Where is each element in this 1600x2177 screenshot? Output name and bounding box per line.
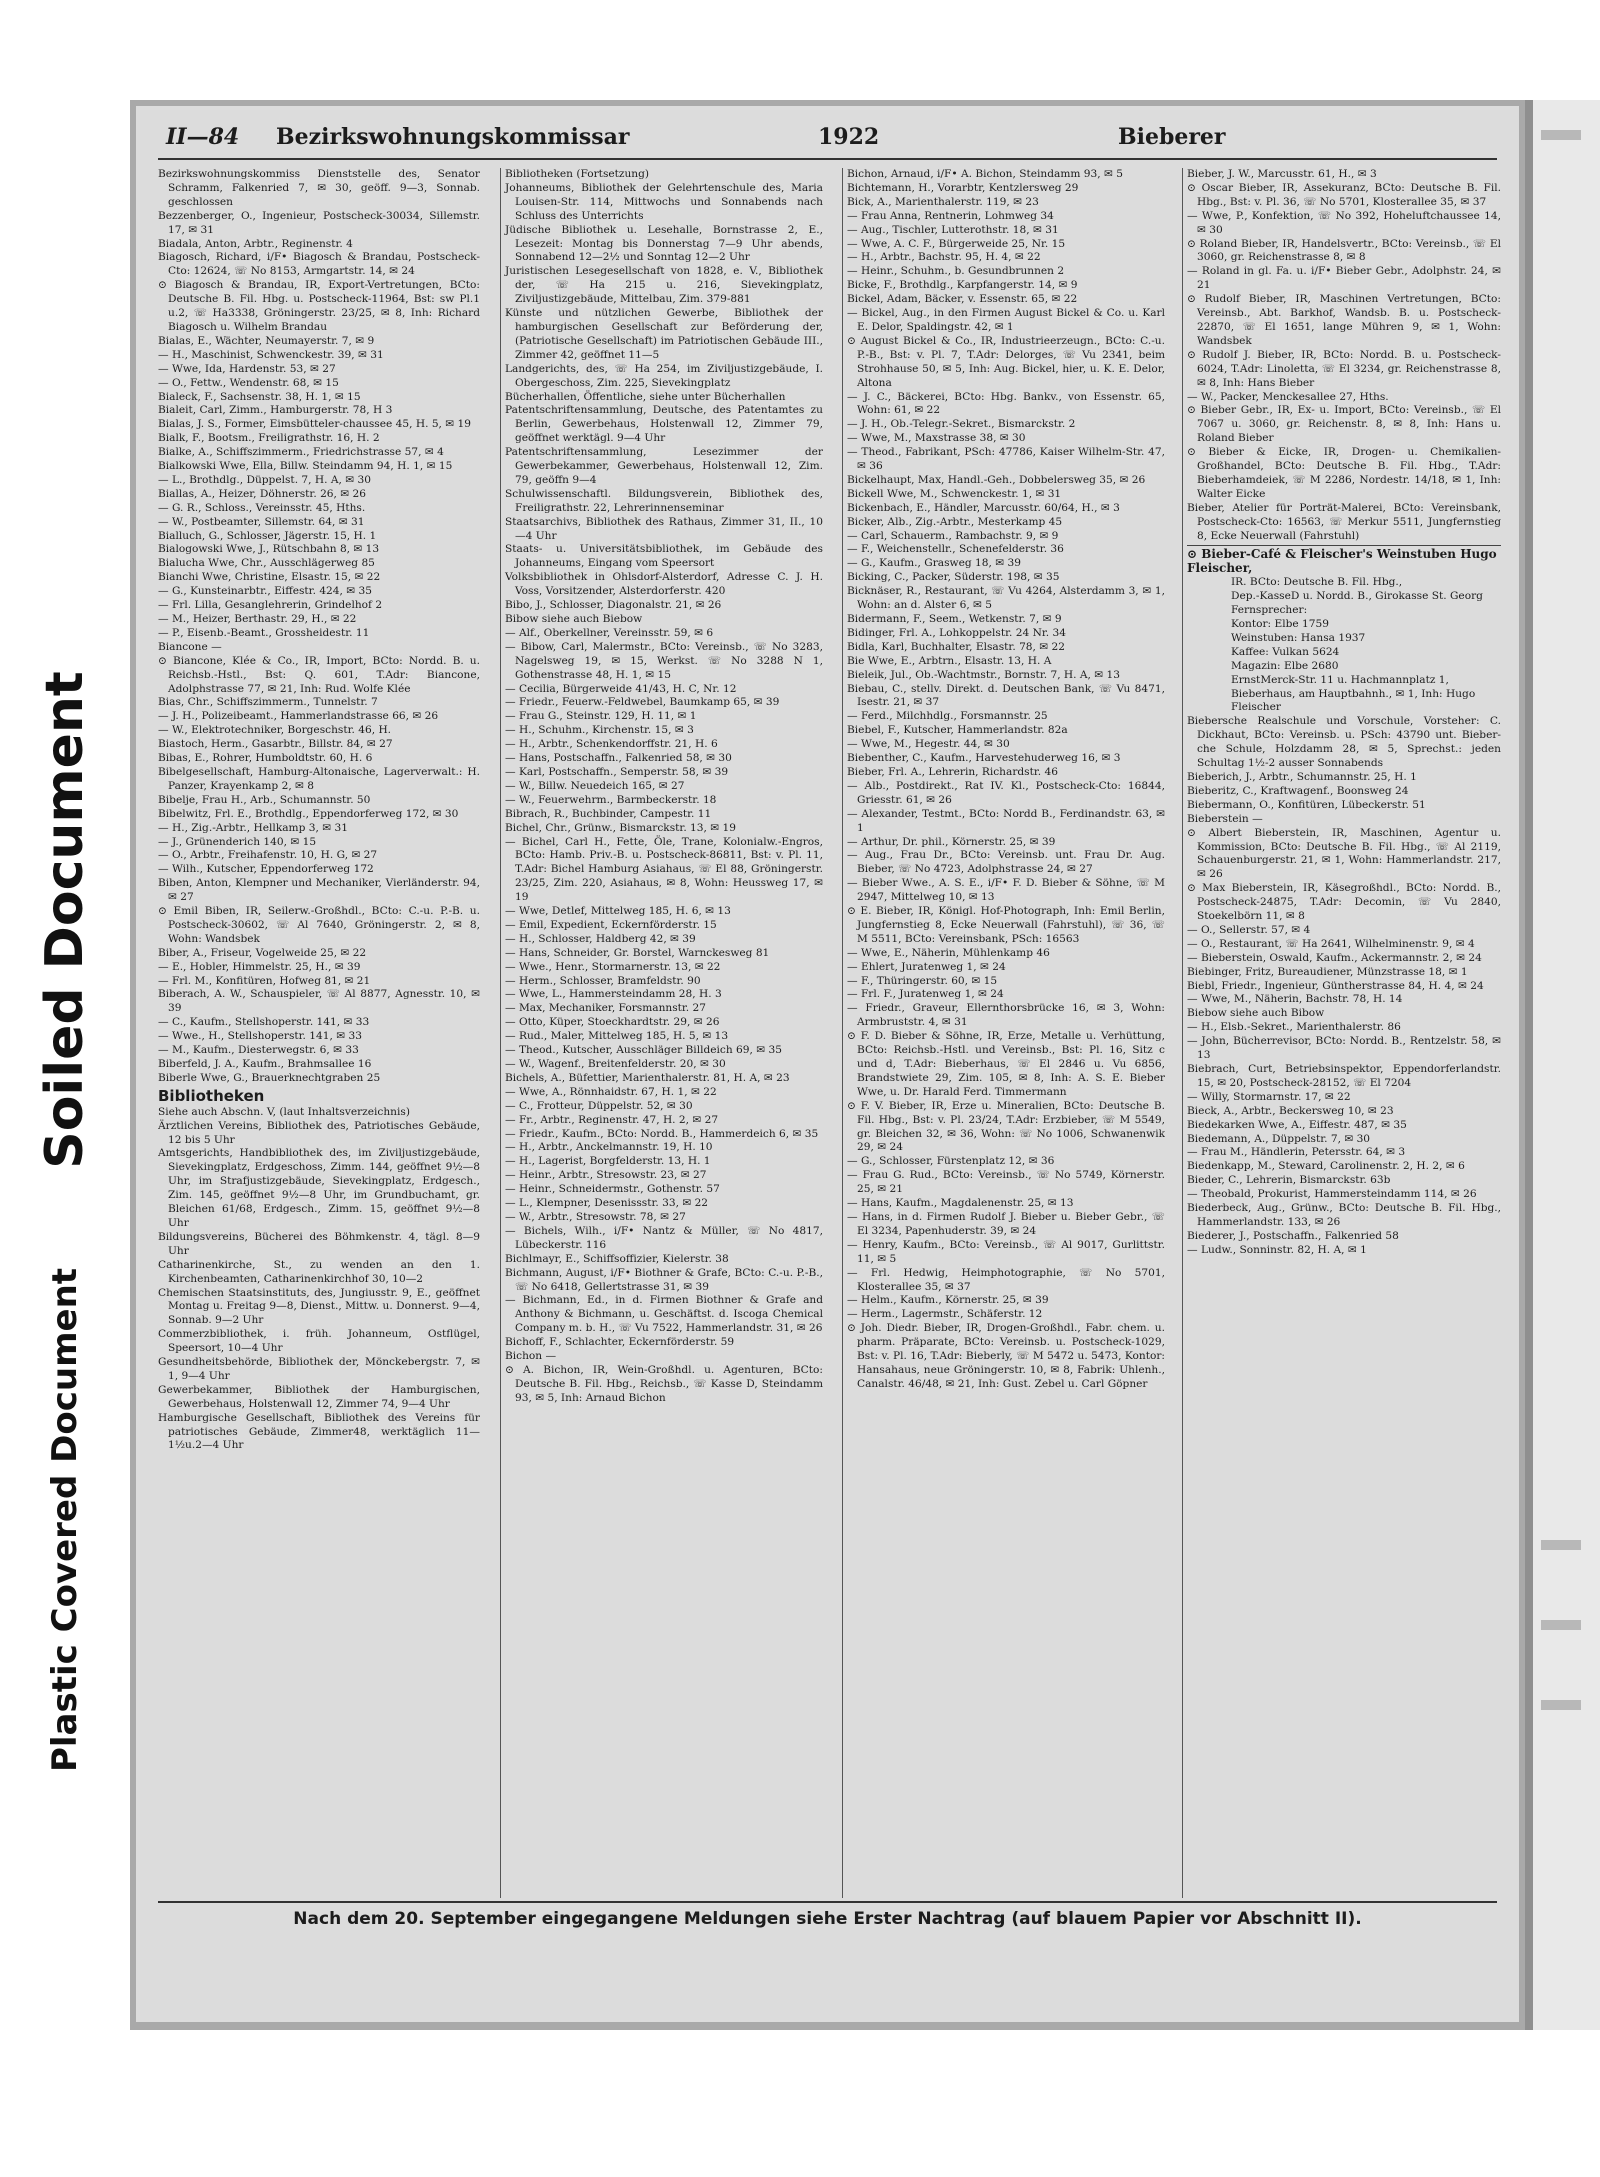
directory-entry: Bidermann, F., Seem., Wetkenstr. 7, ✉ 9: [847, 613, 1062, 625]
directory-entry: Bieck, A., Arbtr., Beckersweg 10, ✉ 23: [1187, 1104, 1394, 1117]
directory-entry: — Carl, Schauerm., Rambachstr. 9, ✉ 9: [847, 529, 1059, 542]
directory-entry: — G., Schlosser, Fürstenplatz 12, ✉ 36: [847, 1155, 1055, 1168]
directory-entry: Siehe auch Abschn. V, (laut Inhaltsverzeichnis): [158, 1105, 410, 1118]
directory-entry: — Wwe, M., Hegestr. 44, ✉ 30: [847, 738, 1010, 751]
directory-entry: — Hans, Postschaffn., Falkenried 58, ✉ 30: [505, 752, 732, 765]
directory-entry: Volksbibliothek in Ohlsdorf-Alsterdorf, Adresse C. J. H. Voss, Vorsitzender, Alsterdorferstr. 420: [505, 571, 823, 598]
directory-entry: — H., Arbtr., Bachstr. 95, H. 4, ✉ 22: [847, 251, 1041, 264]
directory-entry: Bieber, Frl. A., Lehrerin, Richardstr. 46: [847, 765, 1058, 778]
header-year: 1922: [818, 124, 880, 150]
directory-entry: — Wwe, M., Näherin, Bachstr. 78, H. 14: [1187, 993, 1403, 1006]
directory-entry: Bibo, J., Schlosser, Diagonalstr. 21, ✉ 26: [505, 599, 722, 612]
directory-entry: — W., Arbtr., Stresowstr. 78, ✉ 27: [505, 1210, 686, 1223]
directory-entry: ⊙ A. Bichon, IR, Wein-Großhdl. u. Agenturen, BCto: Deutsche B. Fil. Hbg., Reichsb., ☏ Kasse D, Steindamm 93, ✉ 5, Inh: Arnaud Bichon: [505, 1363, 823, 1404]
directory-entry: Landgerichts, des, ☏ Ha 254, im Ziviljustizgebäude, I. Obergeschoss, Zim. 225, Sievekingplatz: [505, 362, 823, 389]
directory-entry: — Bickel, Aug., in den Firmen August Bickel & Co. u. Karl E. Delor, Spaldingstr. 42, ✉ 1: [847, 307, 1165, 333]
directory-entry: Gesundheitsbehörde, Bibliothek der, Mönckebergstr. 7, ✉ 1, 9—4 Uhr: [158, 1356, 480, 1382]
directory-entry: — Frl. M., Konfitüren, Hofweg 81, ✉ 21: [158, 974, 371, 987]
directory-entry: Biebersche Realschule und Vorschule, Vorsteher: C. Dickhaut, BCto: Vereinsb. u. PSch: 43790 unt. Bieber-che Schule, Holzdamm 28, ✉ 5, Sprechst.: jeden Schultag 1½-2 ausser Sonnabends: [1187, 715, 1501, 770]
column-4-entries-after: [1187, 715, 1501, 1257]
directory-entry: — G., Kaufm., Grasweg 18, ✉ 39: [847, 557, 1021, 570]
directory-entry: Bickenbach, E., Händler, Marcusstr. 60/64, H., ✉ 3: [847, 501, 1120, 514]
directory-entry: Bieberich, J., Arbtr., Schumannstr. 25, H. 1: [1187, 770, 1417, 783]
directory-entry: Künste und nützlichen Gewerbe, Bibliothek der hamburgischen Gesellschaft zur Beförderung der, (Patriotische Gesellschaft) im Patriotischen Gebäude III., Zimmer 42, geöffnet 11—5: [505, 307, 823, 361]
directory-entry: Bichoff, F., Schlachter, Eckernförderstr. 59: [505, 1336, 735, 1349]
directory-entry: — Herm., Lagermstr., Schäferstr. 12: [847, 1308, 1043, 1321]
directory-entry: — Aug., Frau Dr., BCto: Vereinsb. unt. Frau Dr. Aug. Bieber, ☏ No 4723, Adolphstrasse 24, ✉ 27: [847, 849, 1165, 876]
ghost-text-mark: [1541, 1700, 1581, 1710]
directory-entry: ⊙ Bieber Gebr., IR, Ex- u. Import, BCto: Vereinsb., ☏ El 7067 u. 3060, gr. Reichenstr. 8, ✉ 8, Inh: Hans u. Roland Bieber: [1187, 404, 1501, 445]
adjacent-page-edge: [1525, 100, 1600, 2030]
directory-entry: — J. C., Bäckerei, BCto: Hbg. Bankv., von Essenstr. 65, Wohn: 61, ✉ 22: [847, 390, 1165, 417]
directory-entry: — M., Heizer, Berthastr. 29, H., ✉ 22: [158, 613, 357, 625]
directory-entry: — Bieber Wwe., A. S. E., i/F• F. D. Bieber & Söhne, ☏ M 2947, Mittelweg 10, ✉ 13: [847, 877, 1165, 904]
column-1-entries: [158, 168, 480, 1086]
directory-entry: Bickell Wwe, M., Schwenckestr. 1, ✉ 31: [847, 487, 1062, 500]
directory-entry: Bichon —: [505, 1350, 557, 1363]
directory-entry: Bichmann, August, i/F• Biothner & Grafe, BCto: C.-u. P.-B., ☏ No 6418, Gellertstrasse 31, ✉ 39: [505, 1266, 823, 1293]
advert-line: IR. BCto: Deutsche B. Fil. Hbg.,: [1231, 576, 1403, 589]
directory-entry: — W., Postbeamter, Sillemstr. 64, ✉ 31: [158, 515, 365, 528]
header-left-title: Bezirkswohnungskommissar: [276, 124, 630, 150]
directory-entry: — Alb., Postdirekt., Rat IV. Kl., Postscheck-Cto: 16844, Griesstr. 61, ✉ 26: [847, 779, 1165, 806]
directory-entry: Bieber, Atelier für Porträt-Malerei, BCto: Vereinsbank, Postscheck-Cto: 16563, ☏ Merkur 5511, Jungfernstieg 8, Ecke Neuerwall (Fahrstuhl): [1187, 501, 1501, 542]
header-right-title: Bieberer: [1118, 124, 1226, 150]
directory-entry: — Wwe, Detlef, Mittelweg 185, H. 6, ✉ 13: [505, 905, 731, 918]
directory-entry: Bicknäser, R., Restaurant, ☏ Vu 4264, Alsterdamm 3, ✉ 1, Wohn: an d. Alster 6, ✉ 5: [847, 585, 1165, 612]
directory-entry: — C., Kaufm., Stellshoperstr. 141, ✉ 33: [158, 1016, 370, 1029]
directory-entry: — G., Kunsteinarbtr., Eiffestr. 424, ✉ 35: [158, 585, 372, 598]
directory-entry: — Wwe, L., Hammersteindamm 28, H. 3: [505, 988, 722, 1001]
directory-entry: ⊙ F. D. Bieber & Söhne, IR, Erze, Metalle u. Verhüttung, BCto: Reichsb.-Hstl. und Vereinsb., Bst: Pl. 16, Sitz c und d, T.Adr: Bieberhaus, ☏ El 2846 u. Vu 6856, Brandstwiete 29, Zim. 105, ✉ 8, Inh: A. S. E. Bieber Wwe, u. Dr. Harald Ferd. Timmermann: [847, 1030, 1165, 1098]
directory-entry: — M., Kaufm., Diesterwegstr. 6, ✉ 33: [158, 1044, 359, 1057]
directory-entry: — L., Klempner, Desenissstr. 33, ✉ 22: [505, 1197, 709, 1210]
directory-entry: Bick, A., Marienthalerstr. 119, ✉ 23: [847, 195, 1039, 208]
directory-entry: — Wwe, A. C. F., Bürgerweide 25, Nr. 15: [847, 237, 1066, 250]
directory-entry: — J. H., Ob.-Telegr.-Sekret., Bismarckstr. 2: [847, 418, 1076, 431]
directory-entry: Bialkowski Wwe, Ella, Billw. Steindamm 94, H. 1, ✉ 15: [158, 460, 453, 473]
directory-entry: Bialogowski Wwe, J., Rütschbahn 8, ✉ 13: [158, 543, 380, 556]
column-1: [158, 168, 480, 1898]
directory-entry: Biebermann, O., Konfitüren, Lübeckerstr. 51: [1187, 798, 1426, 811]
directory-entry: Bibelwitz, Frl. E., Brothdlg., Eppendorferweg 172, ✉ 30: [158, 807, 459, 820]
directory-entry: Bie Wwe, E., Arbtrn., Elsastr. 13, H. A: [847, 654, 1052, 667]
directory-entry: Biagosch, Richard, i/F• Biagosch & Brandau, Postscheck-Cto: 12624, ☏ No 8153, Armgartstr. 14, ✉ 24: [158, 251, 480, 278]
directory-entry: ⊙ Roland Bieber, IR, Handelsvertr., BCto: Vereinsb., ☏ El 3060, gr. Reichenstrasse 8, ✉ 8: [1187, 237, 1501, 264]
directory-entry: — Frl. Hedwig, Heimphotographie, ☏ No 5701, Klosterallee 35, ✉ 37: [847, 1266, 1165, 1293]
directory-entry: Bieleik, Jul., Ob.-Wachtmstr., Bornstr. 7, H. A, ✉ 13: [847, 668, 1121, 681]
directory-entry: Bialeck, F., Sachsenstr. 38, H. 1, ✉ 15: [158, 390, 361, 403]
directory-entry: Bias, Chr., Schiffszimmerm., Tunnelstr. 7: [158, 696, 378, 709]
directory-entry: — Ehlert, Juratenweg 1, ✉ 24: [847, 960, 1006, 973]
column-2-entries: [505, 168, 823, 1406]
directory-entry: Amtsgerichts, Handbibliothek des, im Ziviljustizgebäude, Sievekingplatz, Erdgeschoss, Zimm. 144, geöffnet 9½—8 Uhr, im Strafjustizgebäude, Sievekingplatz, Erdgesch., Zim. 145, geöffnet 9½—8 Uhr, im Grundbuchamt, gr. Bleichen 61/68, Erdgesch., Zimm. 15, geöffnet 9½—8 Uhr: [158, 1147, 480, 1229]
directory-entry: — Cecilia, Bürgerweide 41/43, H. C, Nr. 12: [505, 682, 737, 695]
directory-entry: — G. R., Schloss., Vereinsstr. 45, Hths.: [158, 501, 366, 514]
directory-entry: Bibow siehe auch Biebow: [505, 613, 643, 625]
directory-entry: — Karl, Postschaffn., Semperstr. 58, ✉ 39: [505, 765, 729, 778]
soiled-document-label: Soiled Document: [35, 671, 95, 1169]
directory-entry: Bichel, Chr., Grünw., Bismarckstr. 13, ✉ 19: [505, 821, 736, 834]
directory-entry: — Alexander, Testmt., BCto: Nordd B., Ferdinandstr. 63, ✉ 1: [847, 807, 1165, 834]
directory-entry: — J., Grünenderich 140, ✉ 15: [158, 835, 317, 848]
directory-entry: — H., Lagerist, Borgfelderstr. 13, H. 1: [505, 1155, 711, 1168]
advert-line: ErnstMerck-Str. 11 u. Hachmannplatz 1, Bieberhaus, am Hauptbahnh., ✉ 1, Inh: Hugo Fleischer: [1231, 673, 1476, 714]
directory-entry: Bibrach, R., Buchbinder, Campestr. 11: [505, 807, 712, 820]
directory-entry: — Wwe, E., Näherin, Mühlenkamp 46: [847, 946, 1050, 959]
directory-entry: Biebenther, C., Kaufm., Harvestehuderweg 16, ✉ 3: [847, 752, 1121, 765]
directory-entry: Bialas, J. S., Former, Eimsbütteler-chaussee 45, H. 5, ✉ 19: [158, 418, 472, 431]
directory-entry: Biberle Wwe, G., Brauerknechtgraben 25: [158, 1071, 381, 1084]
directory-entry: — W., Elektrotechniker, Borgeschstr. 46, H.: [158, 724, 392, 737]
directory-entry: — O., Restaurant, ☏ Ha 2641, Wilhelminenstr. 9, ✉ 4: [1187, 937, 1475, 950]
directory-entry: Bichtemann, H., Vorarbtr, Kentzlersweg 29: [847, 181, 1079, 194]
directory-entry: — Roland in gl. Fa. u. i/F• Bieber Gebr., Adolphstr. 24, ✉ 21: [1187, 265, 1501, 292]
page-footer-note: Nach dem 20. September eingegangene Meldungen siehe Erster Nachtrag (auf blauem Papier vor Abschnitt II).: [158, 1901, 1497, 1939]
directory-entry: — Frau Anna, Rentnerin, Lohmweg 34: [847, 209, 1054, 222]
directory-entry: — Ferd., Milchhdlg., Forsmannstr. 25: [847, 710, 1048, 723]
directory-entry: — Theod., Kutscher, Ausschläger Billdeich 69, ✉ 35: [505, 1044, 782, 1057]
directory-entry: — Frl. Lilla, Gesanglehrerin, Grindelhof 2: [158, 599, 383, 612]
directory-entry: Bickelhaupt, Max, Handl.-Geh., Dobbelersweg 35, ✉ 26: [847, 473, 1146, 486]
directory-entry: — Bibow, Carl, Malermstr., BCto: Vereinsb., ☏ No 3283, Nagelsweg 19, ✉ 15, Werkst. ☏ No 3288 N 1, Gothenstrasse 48, H. 1, ✉ 15: [505, 640, 823, 681]
directory-entry: — Wwe., H., Stellshoperstr. 141, ✉ 33: [158, 1030, 362, 1043]
directory-entry: Bicke, F., Brothdlg., Karpfangerstr. 14, ✉ 9: [847, 279, 1078, 292]
directory-entry: — Willy, Stormarnstr. 17, ✉ 22: [1187, 1090, 1351, 1103]
directory-entry: Bianchi Wwe, Christine, Elsastr. 15, ✉ 22: [158, 571, 381, 584]
directory-entry: Bieberstein —: [1187, 812, 1263, 825]
directory-entry: — Heinr., Schuhm., b. Gesundbrunnen 2: [847, 265, 1065, 278]
directory-entry: — Theobald, Prokurist, Hammersteindamm 114, ✉ 26: [1187, 1188, 1477, 1201]
directory-entry: Biebel, F., Kutscher, Hammerlandstr. 82a: [847, 724, 1068, 737]
directory-entry: — Henry, Kaufm., BCto: Vereinsb., ☏ Al 9017, Gurlittstr. 11, ✉ 5: [847, 1238, 1165, 1265]
side-label-strip: [0, 0, 130, 2177]
directory-entry: — Wilh., Kutscher, Eppendorferweg 172: [158, 863, 374, 876]
directory-entry: Biedemann, A., Düppelstr. 7, ✉ 30: [1187, 1132, 1371, 1145]
directory-entry: — Wwe, P., Konfektion, ☏ No 392, Hoheluftchaussee 14, ✉ 30: [1187, 209, 1501, 236]
directory-entry: Gewerbekammer, Bibliothek der Hamburgischen, Gewerbehaus, Holstenwall 12, Zimmer 74, 9—4 Uhr: [158, 1383, 480, 1410]
directory-entry: — Wwe, A., Rönnhaidstr. 67, H. 1, ✉ 22: [505, 1085, 717, 1098]
directory-entry: Biebow siehe auch Bibow: [1187, 1007, 1325, 1020]
directory-entry: Bibas, E., Rohrer, Humboldtstr. 60, H. 6: [158, 752, 373, 765]
directory-entry: — Aug., Tischler, Lutterothstr. 18, ✉ 31: [847, 223, 1059, 236]
directory-entry: — C., Frotteur, Düppelstr. 52, ✉ 30: [505, 1099, 693, 1112]
directory-entry: Bialluch, G., Schlosser, Jägerstr. 15, H. 1: [158, 529, 377, 542]
directory-entry: — W., Packer, Menckesallee 27, Hths.: [1187, 390, 1389, 403]
directory-entry: Bialke, A., Schiffszimmerm., Friedrichstrasse 57, ✉ 4: [158, 446, 444, 459]
section-heading-bibliotheken: Bibliotheken: [158, 1086, 265, 1105]
directory-entry: — J. H., Polizeibeamt., Hammerlandstrasse 66, ✉ 26: [158, 710, 439, 723]
directory-entry: — Hans, Schneider, Gr. Borstel, Warnckesweg 81: [505, 946, 770, 959]
directory-entry: Biallas, A., Heizer, Döhnerstr. 26, ✉ 26: [158, 487, 367, 500]
directory-entry: — H., Maschinist, Schwenckestr. 39, ✉ 31: [158, 348, 384, 361]
directory-entry: Bücherhallen, Öffentliche, siehe unter Bücherhallen: [505, 390, 786, 403]
directory-entry: — Wwe., Henr., Stormarnerstr. 13, ✉ 22: [505, 960, 721, 973]
page-edge-shadow: [1525, 100, 1533, 2030]
directory-entry: — O., Fettw., Wendenstr. 68, ✉ 15: [158, 376, 339, 389]
directory-page: [136, 106, 1519, 2022]
directory-entry: Bieber, J. W., Marcusstr. 61, H., ✉ 3: [1187, 168, 1377, 180]
directory-entry: ⊙ Max Bieberstein, IR, Käsegroßhdl., BCto: Nordd. B., Postscheck-24875, T.Adr: Decomin, ☏ Vu 2840, Stoekelbörn 11, ✉ 8: [1187, 882, 1501, 923]
directory-entry: Catharinenkirche, St., zu wenden an den 1. Kirchenbeamten, Catharinenkirchhof 30, 10—2: [158, 1258, 480, 1285]
directory-entry: Bialas, E., Wächter, Neumayerstr. 7, ✉ 9: [158, 334, 375, 347]
directory-entry: Biedekarken Wwe, A., Eiffestr. 487, ✉ 35: [1187, 1118, 1407, 1131]
directory-entry: Bickel, Adam, Bäcker, v. Essenstr. 65, ✉ 22: [847, 293, 1078, 306]
directory-entry: Bibelje, Frau H., Arb., Schumannstr. 50: [158, 793, 371, 806]
directory-entry: Biben, Anton, Klempner und Mechaniker, Vierländerstr. 94, ✉ 27: [158, 877, 480, 904]
advert-line: Weinstuben: Hansa 1937: [1231, 631, 1366, 644]
directory-entry: Biederer, J., Postschaffn., Falkenried 58: [1187, 1229, 1399, 1242]
directory-entry: — P., Eisenb.-Beamt., Grossheidestr. 11: [158, 626, 370, 639]
ghost-text-mark: [1541, 1620, 1581, 1630]
directory-entry: — John, Bücherrevisor, BCto: Nordd. B., Rentzelstr. 58, ✉ 13: [1187, 1035, 1501, 1062]
directory-entry: — W., Billw. Neuedeich 165, ✉ 27: [505, 779, 685, 792]
directory-entry: Bildungsvereins, Bücherei des Böhmkenstr. 4, tägl. 8—9 Uhr: [158, 1230, 480, 1257]
directory-entry: Bicking, C., Packer, Süderstr. 198, ✉ 35: [847, 571, 1060, 584]
directory-entry: ⊙ Oscar Bieber, IR, Assekuranz, BCto: Deutsche B. Fil. Hbg., Bst: v. Pl. 36, ☏ No 5701, Klosterallee 35, ✉ 37: [1187, 181, 1501, 208]
directory-entry: Bibliotheken (Fortsetzung): [505, 168, 650, 180]
directory-entry: Bialk, F., Bootsm., Freiligrathstr. 16, H. 2: [158, 432, 380, 445]
directory-entry: — Frl. F., Juratenweg 1, ✉ 24: [847, 988, 1004, 1001]
directory-entry: Bibelgesellschaft, Hamburg-Altonaische, Lagerverwalt.: H. Panzer, Krayenkamp 2, ✉ 8: [158, 765, 480, 792]
directory-entry: — O., Sellerstr. 57, ✉ 4: [1187, 923, 1311, 936]
directory-entry: Biederbeck, Aug., Grünw., BCto: Deutsche B. Fil. Hbg., Hammerlandstr. 133, ✉ 26: [1187, 1202, 1501, 1228]
directory-entry: — Frau M., Händlerin, Petersstr. 64, ✉ 3: [1187, 1146, 1406, 1159]
directory-entry: — H., Elsb.-Sekret., Marienthalerstr. 86: [1187, 1021, 1401, 1034]
column-3: [842, 168, 1165, 1898]
directory-entry: — Frau G., Steinstr. 129, H. 11, ✉ 1: [505, 710, 697, 723]
bieber-cafe-advert: [1187, 545, 1501, 715]
directory-entry: ⊙ Biancone, Klée & Co., IR, Import, BCto: Nordd. B. u. Reichsb.-Hstl., Bst: Q. 601, T.Adr: Biancone, Adolphstrasse 77, ✉ 21, Inh: Rud. Wolfe Klée: [158, 654, 480, 695]
directory-entry: Biberach, A. W., Schauspieler, ☏ Al 8877, Agnesstr. 10, ✉ 39: [158, 988, 480, 1015]
directory-entry: — Alf., Oberkellner, Vereinsstr. 59, ✉ 6: [505, 626, 714, 639]
advert-line: Fernsprecher:: [1231, 604, 1308, 617]
directory-entry: Schulwissenschaftl. Bildungsverein, Bibliothek des, Freiligrathstr. 22, Lehrerinnenseminar: [505, 487, 823, 514]
directory-entry: — O., Arbtr., Freihafenstr. 10, H. G, ✉ 27: [158, 849, 378, 862]
directory-entry: Biastoch, Herm., Gasarbtr., Billstr. 84, ✉ 27: [158, 738, 393, 751]
directory-entry: Bichels, A., Büfettier, Marienthalerstr. 81, H. A, ✉ 23: [505, 1071, 790, 1084]
advert-name: ⊙ Bieber-Café & Fleischer's Weinstuben Hugo Fleischer,: [1187, 547, 1497, 576]
directory-entry: Staatsarchivs, Bibliothek des Rathaus, Zimmer 31, II., 10—4 Uhr: [505, 515, 823, 542]
directory-entry: — L., Brothdlg., Düppelst. 7, H. A, ✉ 30: [158, 473, 371, 486]
directory-entry: Patentschriftensammlung, Lesezimmer der Gewerbekammer, Gewerbehaus, Holstenwall 12, Zim. 79, geöffn 9—4: [505, 446, 823, 486]
directory-entry: Biebrach, Curt, Betriebsinspektor, Eppendorferlandstr. 15, ✉ 20, Postscheck-28152, ☏ El 7204: [1187, 1063, 1501, 1089]
advert-line: Kaffee: Vulkan 5624: [1231, 645, 1340, 658]
directory-entry: — Herm., Schlosser, Bramfeldstr. 90: [505, 974, 701, 987]
advert-line: Magazin: Elbe 2680: [1231, 659, 1339, 672]
column-4-entries: [1187, 168, 1501, 543]
directory-entry: Biancone —: [158, 640, 222, 653]
directory-entry: Bezzenberger, O., Ingenieur, Postscheck-30034, Sillemstr. 17, ✉ 31: [158, 209, 480, 236]
directory-entry: — Wwe, M., Maxstrasse 38, ✉ 30: [847, 432, 1026, 445]
directory-entry: Staats- u. Universitätsbibliothek, im Gebäude des Johanneums, Eingang vom Speersort: [505, 543, 823, 570]
directory-entry: — E., Hobler, Himmelstr. 25, H., ✉ 39: [158, 960, 361, 973]
directory-entry: — H., Schuhm., Kirchenstr. 15, ✉ 3: [505, 724, 694, 737]
advert-line: Kontor: Elbe 1759: [1231, 618, 1329, 630]
directory-entry: ⊙ F. V. Bieber, IR, Erze u. Mineralien, BCto: Deutsche B. Fil. Hbg., Bst: v. Pl. 23/24, T.Adr: Erzbieber, ☏ M 5549, gr. Bleichen 32, ✉ 36, Wohn: ☏ No 1006, Schwanenwik 29, ✉ 24: [847, 1099, 1165, 1154]
directory-entry: — Otto, Küper, Stoeckhardtstr. 29, ✉ 26: [505, 1016, 720, 1029]
directory-entry: — F., Weichenstellr., Schenefelderstr. 36: [847, 543, 1064, 556]
directory-entry: Bichon, Arnaud, i/F• A. Bichon, Steindamm 93, ✉ 5: [847, 168, 1123, 180]
directory-entry: Bezirkswohnungskommiss Dienststelle des, Senator Schramm, Falkenried 7, ✉ 30, geöff. 9—3, Sonnab. geschlossen: [158, 168, 480, 208]
directory-entry: — Helm., Kaufm., Körnerstr. 25, ✉ 39: [847, 1294, 1049, 1307]
directory-entry: — Wwe, Ida, Hardenstr. 53, ✉ 27: [158, 362, 336, 375]
directory-entry: Bicker, Alb., Zig.-Arbtr., Mesterkamp 45: [847, 515, 1063, 528]
directory-entry: Ärztlichen Vereins, Bibliothek des, Patriotisches Gebäude, 12 bis 5 Uhr: [158, 1119, 480, 1146]
directory-entry: ⊙ Bieber & Eicke, IR, Drogen- u. Chemikalien-Großhandel, BCto: Deutsche B. Fil. Hbg., T.Adr: Bieberhamdeiek, ☏ M 2286, Nordestr. 14/18, ✉ 1, Inh: Walter Eicke: [1187, 446, 1501, 500]
column-2: [500, 168, 823, 1898]
plastic-covered-label: Plastic Covered Document: [45, 1267, 85, 1773]
directory-entry: — Max, Mechaniker, Forsmannstr. 27: [505, 1002, 707, 1015]
page-header: [158, 118, 1497, 160]
ghost-text-mark: [1541, 1540, 1581, 1550]
column-1-section-entries: [158, 1106, 480, 1454]
directory-entry: — Emil, Expedient, Eckernförderstr. 15: [505, 918, 717, 931]
directory-entry: — W., Feuerwehrm., Barmbeckerstr. 18: [505, 793, 717, 806]
directory-entry: — Fr., Arbtr., Reginenstr. 47, H. 2, ✉ 27: [505, 1113, 719, 1126]
directory-entry: — H., Arbtr., Anckelmannstr. 19, H. 10: [505, 1141, 713, 1154]
directory-entry: ⊙ Albert Bieberstein, IR, Maschinen, Agentur u. Kommission, BCto: Deutsche B. Fil. Hbg., ☏ Al 2119, Schauenburgerstr. 21, ✉ 1, Wohn: Hammerlandstr. 217, ✉ 26: [1187, 826, 1501, 881]
directory-entry: — Ludw., Sonninstr. 82, H. A, ✉ 1: [1187, 1243, 1367, 1256]
directory-entry: Johanneums, Bibliothek der Gelehrtenschule des, Maria Louisen-Str. 114, Mittwochs und Sonnabends nach Schluss des Unterrichts: [505, 181, 823, 222]
directory-entry: Bialucha Wwe, Chr., Ausschlägerweg 85: [158, 557, 375, 570]
directory-entry: Chemischen Staatsinstituts, des, Jungiusstr. 9, E., geöffnet Montag u. Freitag 9—8, Dienst., Mittw. u. Donnerst. 9—4, Sonnab. 9—2 Uhr: [158, 1286, 480, 1327]
directory-entry: ⊙ August Bickel & Co., IR, Industrieerzeugn., BCto: C.-u. P.-B., Bst: v. Pl. 7, T.Adr: Delorges, ☏ Vu 2341, beim Strohhause 50, ✉ 5, Inh: Aug. Bickel, hier, u. K. E. Delor, Altona: [847, 334, 1165, 389]
directory-entry: — Friedr., Feuerw.-Feldwebel, Baumkamp 65, ✉ 39: [505, 696, 780, 709]
directory-entry: Bieder, C., Lehrerin, Bismarckstr. 63b: [1187, 1174, 1391, 1187]
directory-entry: Bialeit, Carl, Zimm., Hamburgerstr. 78, H 3: [158, 404, 393, 417]
directory-entry: — H., Zig.-Arbtr., Hellkamp 3, ✉ 31: [158, 821, 348, 834]
ghost-text-mark: [1541, 130, 1581, 140]
directory-entry: ⊙ E. Bieber, IR, Königl. Hof-Photograph, Inh: Emil Berlin, Jungfernstieg 8, Ecke Neuerwall (Fahrstuhl), ☏ 36, ☏ M 5511, BCto: Vereinsbank, PSch: 16563: [847, 905, 1165, 945]
directory-entry: Bidinger, Frl. A., Lohkoppelstr. 24 Nr. 34: [847, 626, 1066, 639]
directory-entry: ⊙ Rudolf Bieber, IR, Maschinen Vertretungen, BCto: Vereinsb., Abt. Barkhof, Wandsb. B. u. Postscheck-22870, ☏ El 1651, lange Mühren 9, ✉ 1, Wohn: Wandsbek: [1187, 293, 1501, 347]
directory-entry: Biadala, Anton, Arbtr., Reginenstr. 4: [158, 237, 353, 250]
directory-entry: — Theod., Fabrikant, PSch: 47786, Kaiser Wilhelm-Str. 47, ✉ 36: [847, 446, 1165, 473]
directory-entry: — H., Arbtr., Schenkendorffstr. 21, H. 6: [505, 738, 718, 751]
directory-entry: — Bichels, Wilh., i/F• Nantz & Müller, ☏ No 4817, Lübeckerstr. 116: [505, 1224, 823, 1251]
advert-lines: [1187, 576, 1501, 715]
directory-entry: Bichlmayr, E., Schiffsoffizier, Kielerstr. 38: [505, 1252, 729, 1265]
directory-entry: — Bichmann, Ed., in d. Firmen Biothner & Grafe and Anthony & Bichmann, u. Geschäftst. d. Iscoga Chemical Company m. b. H., ☏ Vu 7522, Hammerlandstr. 31, ✉ 26: [505, 1294, 823, 1335]
directory-entry: Biedenkapp, M., Steward, Carolinenstr. 2, H. 2, ✉ 6: [1187, 1160, 1465, 1173]
directory-entry: ⊙ Emil Biben, IR, Seilerw.-Großhdl., BCto: C.-u. P.-B. u. Postscheck-30602, ☏ Al 7640, Gröningerstr. 2, ✉ 8, Wohn: Wandsbek: [158, 905, 480, 945]
directory-entry: Juristischen Lesegesellschaft von 1828, e. V., Bibliothek der, ☏ Ha 215 u. 216, Sievekingplatz, Ziviljustizgebäude, Mittelbau, Zim. 379-881: [505, 265, 823, 306]
directory-entry: — Rud., Maler, Mittelweg 185, H. 5, ✉ 13: [505, 1030, 729, 1043]
directory-entry: — Heinr., Schneidermstr., Gothenstr. 57: [505, 1183, 720, 1196]
directory-entry: Patentschriftensammlung, Deutsche, des Patentamtes zu Berlin, Gewerbehaus, Holstenwall 12, Zimmer 79, geöffnet werktägl. 9—4 Uhr: [505, 404, 823, 445]
directory-entry: Biberfeld, J. A., Kaufm., Brahmsallee 16: [158, 1058, 372, 1070]
directory-entry: ⊙ Biagosch & Brandau, IR, Export-Vertretungen, BCto: Deutsche B. Fil. Hbg. u. Postscheck-11964, Bst: sw Pl.1 u.2, ☏ Ha3338, Gröningerstr. 23/25, ✉ 8, Inh: Richard Biagosch u. Wilhelm Brandau: [158, 279, 480, 333]
directory-entry: Biber, A., Friseur, Vogelweide 25, ✉ 22: [158, 946, 367, 959]
directory-entry: — H., Schlosser, Haldberg 42, ✉ 39: [505, 932, 696, 945]
directory-entry: Bieberitz, C., Kraftwagenf., Boonsweg 24: [1187, 784, 1409, 797]
directory-entry: — Hans, Kaufm., Magdalenenstr. 25, ✉ 13: [847, 1197, 1074, 1210]
directory-entry: Jüdische Bibliothek u. Lesehalle, Bornstrasse 2, E., Lesezeit: Montag bis Donnerstag 7—9 Uhr abends, Sonnabend 12—2½ und Sonntag 12—2 Uhr: [505, 223, 823, 264]
column-4: [1182, 168, 1501, 1898]
directory-entry: Commerzbibliothek, i. früh. Johanneum, Ostflügel, Speersort, 10—4 Uhr: [158, 1328, 480, 1355]
directory-entry: — F., Thüringerstr. 60, ✉ 15: [847, 974, 998, 987]
directory-entry: Hamburgische Gesellschaft, Bibliothek des Vereins für patriotisches Gebäude, Zimmer48, werktäglich 11—1½u.2—4 Uhr: [158, 1411, 480, 1452]
advert-line: Dep.-KasseD u. Nordd. B., Girokasse St. Georg: [1231, 590, 1483, 603]
directory-entry: — Bichel, Carl H., Fette, Öle, Trane, Kolonialw.-Engros, BCto: Hamb. Priv.-B. u. Postscheck-86811, Bst: v. Pl. 11, T.Adr: Bichel Hamburg Asiahaus, ☏ El 88, Gröningerstr. 23/25, Zim. 220, Asiahaus, ✉ 8, Wohn: Heussweg 17, ✉ 19: [505, 835, 823, 904]
page-number: II—84: [166, 124, 240, 150]
directory-entry: Biebl, Friedr., Ingenieur, Güntherstrasse 84, H. 4, ✉ 24: [1187, 979, 1484, 992]
directory-entry: — Friedr., Graveur, Ellernthorsbrücke 16, ✉ 3, Wohn: Armbruststr. 4, ✉ 31: [847, 1002, 1165, 1029]
directory-entry: — W., Wagenf., Breitenfelderstr. 20, ✉ 30: [505, 1058, 726, 1070]
directory-entry: Biebau, C., stellv. Direkt. d. Deutschen Bank, ☏ Vu 8471, Isestr. 21, ✉ 37: [847, 682, 1165, 709]
directory-entry: — Friedr., Kaufm., BCto: Nordd. B., Hammerdeich 6, ✉ 35: [505, 1127, 819, 1140]
directory-entry: — Frau G. Rud., BCto: Vereinsb., ☏ No 5749, Körnerstr. 25, ✉ 21: [847, 1169, 1165, 1196]
column-3-entries: [847, 168, 1165, 1392]
directory-entry: ⊙ Rudolf J. Bieber, IR, BCto: Nordd. B. u. Postscheck-6024, T.Adr: Linoletta, ☏ El 3234, gr. Reichenstrasse 8, ✉ 8, Inh: Hans Bieber: [1187, 348, 1501, 389]
directory-entry: — Arthur, Dr. phil., Körnerstr. 25, ✉ 39: [847, 835, 1056, 848]
directory-entry: — Heinr., Arbtr., Stresowstr. 23, ✉ 27: [505, 1169, 707, 1182]
directory-entry: — Hans, in d. Firmen Rudolf J. Bieber u. Bieber Gebr., ☏ El 3234, Papenhuderstr. 39, ✉ 24: [847, 1210, 1165, 1237]
directory-entry: Biebinger, Fritz, Bureaudiener, Münzstrasse 18, ✉ 1: [1187, 965, 1468, 978]
directory-entry: Bidla, Karl, Buchhalter, Elsastr. 78, ✉ 22: [847, 640, 1066, 653]
directory-entry: — Bieberstein, Oswald, Kaufm., Ackermannstr. 2, ✉ 24: [1187, 951, 1482, 964]
directory-entry: ⊙ Joh. Diedr. Bieber, IR, Drogen-Großhdl., Fabr. chem. u. pharm. Präparate, BCto: Vereinsb. u. Postscheck-1029, Bst: v. Pl. 16, T.Adr: Bieberly, ☏ M 5472 u. 5473, Kontor: Hansahaus, neue Gröningerstr. 10, ✉ 8, Fabrik: Uhlenh., Canalstr. 46/48, ✉ 21, Inh: Gust. Zebel u. Carl Göpner: [847, 1322, 1165, 1390]
